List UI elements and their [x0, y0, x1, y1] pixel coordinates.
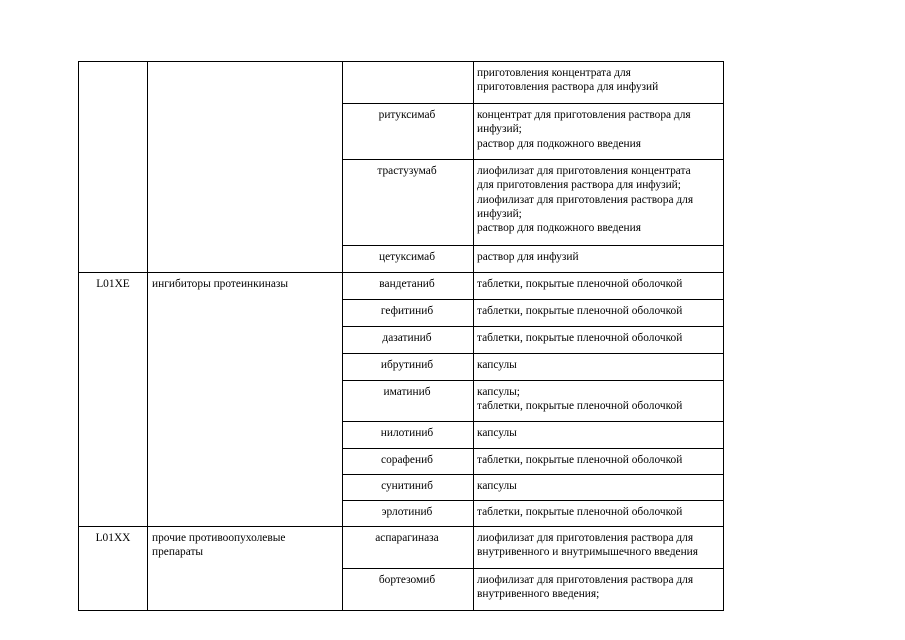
drug-name-cell: аспарагиназа: [343, 527, 474, 569]
group-name-cell: ингибиторы протеинкиназы: [148, 273, 343, 527]
atc-code-cell: [79, 62, 148, 273]
drug-name-cell: сорафениб: [343, 449, 474, 475]
drug-name-cell: эрлотиниб: [343, 501, 474, 527]
drug-name-cell: сунитиниб: [343, 475, 474, 501]
dosage-form-cell: таблетки, покрытые пленочной оболочкой: [474, 327, 724, 354]
table-row: [79, 273, 724, 300]
dosage-form-cell: лиофилизат для приготовления концентрата для приготовления раствора для инфузий; лиофилизат для приготовления раствора для инфузий; раствор для подкожного введения: [474, 160, 724, 246]
drug-name-cell: ритуксимаб: [343, 104, 474, 160]
group-name-cell: [148, 62, 343, 273]
dosage-form-cell: таблетки, покрытые пленочной оболочкой: [474, 501, 724, 527]
dosage-form-cell: раствор для инфузий: [474, 246, 724, 273]
table-row: [79, 62, 724, 104]
drug-name-cell: вандетаниб: [343, 273, 474, 300]
drug-name-cell: бортезомиб: [343, 569, 474, 611]
dosage-form-cell: таблетки, покрытые пленочной оболочкой: [474, 449, 724, 475]
drug-name-cell: гефитиниб: [343, 300, 474, 327]
drug-table: [78, 61, 724, 611]
table-row: [79, 527, 724, 569]
drug-name-cell: [343, 62, 474, 104]
drug-name-cell: дазатиниб: [343, 327, 474, 354]
dosage-form-cell: таблетки, покрытые пленочной оболочкой: [474, 273, 724, 300]
atc-code-cell: L01XE: [79, 273, 148, 527]
document-page: [78, 61, 724, 611]
atc-code-cell: L01XX: [79, 527, 148, 611]
drug-name-cell: нилотиниб: [343, 422, 474, 449]
dosage-form-cell: лиофилизат для приготовления раствора для внутривенного введения;: [474, 569, 724, 611]
dosage-form-cell: капсулы: [474, 354, 724, 381]
drug-name-cell: иматиниб: [343, 381, 474, 422]
dosage-form-cell: лиофилизат для приготовления раствора для внутривенного и внутримышечного введения: [474, 527, 724, 569]
group-name-cell: прочие противоопухолевые препараты: [148, 527, 343, 611]
dosage-form-cell: приготовления концентрата для приготовления раствора для инфузий: [474, 62, 724, 104]
dosage-form-cell: капсулы: [474, 475, 724, 501]
dosage-form-cell: таблетки, покрытые пленочной оболочкой: [474, 300, 724, 327]
dosage-form-cell: капсулы; таблетки, покрытые пленочной оболочкой: [474, 381, 724, 422]
dosage-form-cell: концентрат для приготовления раствора для инфузий; раствор для подкожного введения: [474, 104, 724, 160]
drug-name-cell: ибрутиниб: [343, 354, 474, 381]
dosage-form-cell: капсулы: [474, 422, 724, 449]
drug-name-cell: трастузумаб: [343, 160, 474, 246]
drug-name-cell: цетуксимаб: [343, 246, 474, 273]
